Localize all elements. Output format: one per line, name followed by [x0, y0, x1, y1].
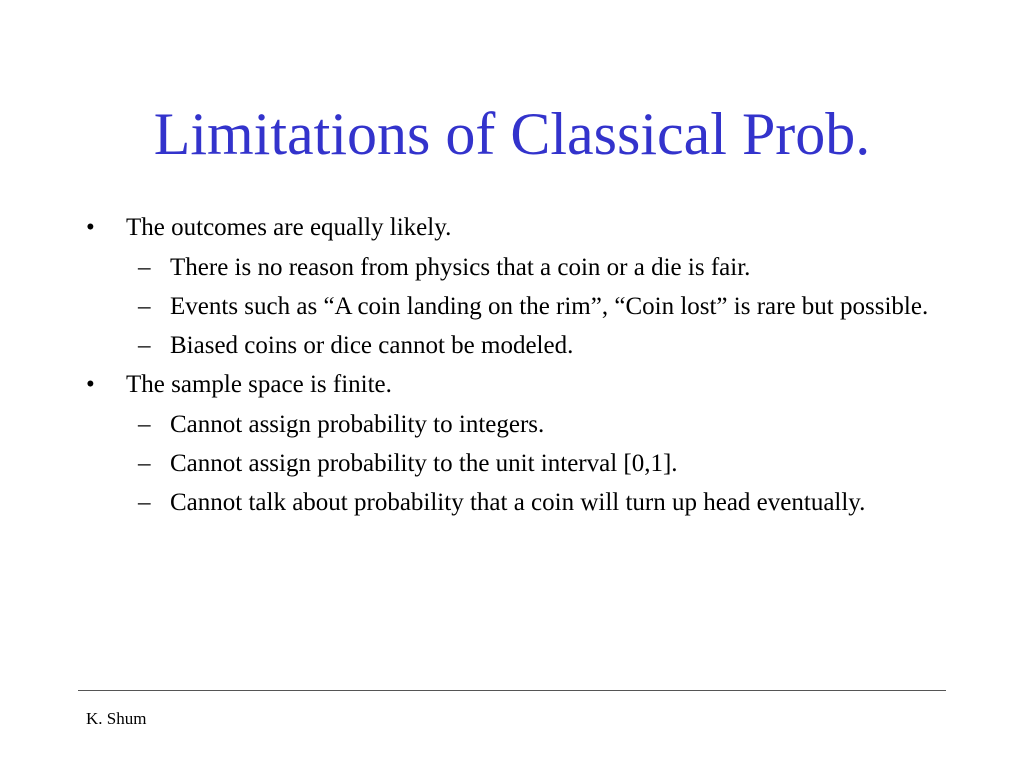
- bullet-text: The sample space is finite.: [126, 371, 392, 398]
- sub-bullet-text: Events such as “A coin landing on the rim”, “Coin lost” is rare but possible.: [170, 293, 929, 320]
- sub-bullet-text: Cannot talk about probability that a coin will turn up head eventually.: [170, 489, 866, 516]
- dash-icon: –: [138, 411, 151, 438]
- bullet-dot-icon: •: [86, 214, 95, 241]
- sub-bullet-item: [126, 250, 930, 285]
- dash-icon: –: [138, 489, 151, 516]
- sub-bullet-list: [126, 250, 1024, 363]
- dash-icon: –: [138, 332, 151, 359]
- dash-icon: –: [138, 450, 151, 477]
- bullet-dot-icon: •: [86, 371, 95, 398]
- sub-bullet-item: [126, 407, 930, 442]
- sub-bullet-item: [126, 446, 930, 481]
- footer-divider: [78, 690, 946, 691]
- sub-bullet-text: Biased coins or dice cannot be modeled.: [170, 332, 574, 359]
- slide-title: Limitations of Classical Prob.: [153, 101, 871, 167]
- sub-bullet-text: There is no reason from physics that a coin or a die is fair.: [170, 254, 751, 281]
- sub-bullet-item: [126, 485, 930, 520]
- sub-bullet-item: [126, 328, 930, 363]
- footer-author: K. Shum: [86, 709, 147, 728]
- sub-bullet-list: [126, 407, 1024, 520]
- bullet-item: [0, 367, 1024, 520]
- bullet-item: [0, 210, 1024, 363]
- bullet-text: The outcomes are equally likely.: [126, 214, 452, 241]
- sub-bullet-item: [126, 289, 930, 324]
- dash-icon: –: [138, 293, 151, 320]
- sub-bullet-text: Cannot assign probability to integers.: [170, 411, 545, 438]
- sub-bullet-text: Cannot assign probability to the unit interval [0,1].: [170, 450, 678, 477]
- bullet-list: [0, 210, 1024, 524]
- dash-icon: –: [138, 254, 151, 281]
